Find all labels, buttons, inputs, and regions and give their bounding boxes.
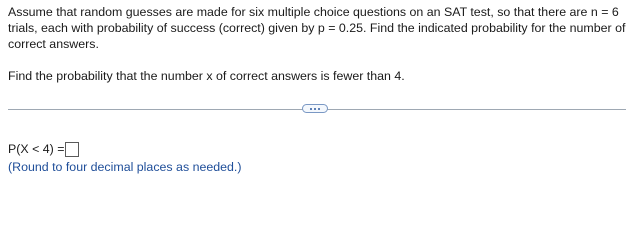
problem-statement: Assume that random guesses are made for six multiple choice questions on an SAT test, so that there are n = 6 trials, each with probability of success (correct) given by p = 0.25. Find the indicated probability for the number of correct answers.: [8, 5, 626, 51]
answer-input[interactable]: [65, 142, 79, 157]
ellipsis-icon: [318, 108, 320, 110]
question-text: Find the probability that the number x of correct answers is fewer than 4.: [8, 69, 405, 83]
answer-row: [8, 140, 79, 158]
ellipsis-icon: [310, 108, 312, 110]
rounding-note: (Round to four decimal places as needed.): [8, 160, 242, 174]
answer-label: P(X < 4) =: [8, 142, 65, 156]
ellipsis-icon: [314, 108, 316, 110]
expand-more-button[interactable]: [302, 104, 328, 113]
